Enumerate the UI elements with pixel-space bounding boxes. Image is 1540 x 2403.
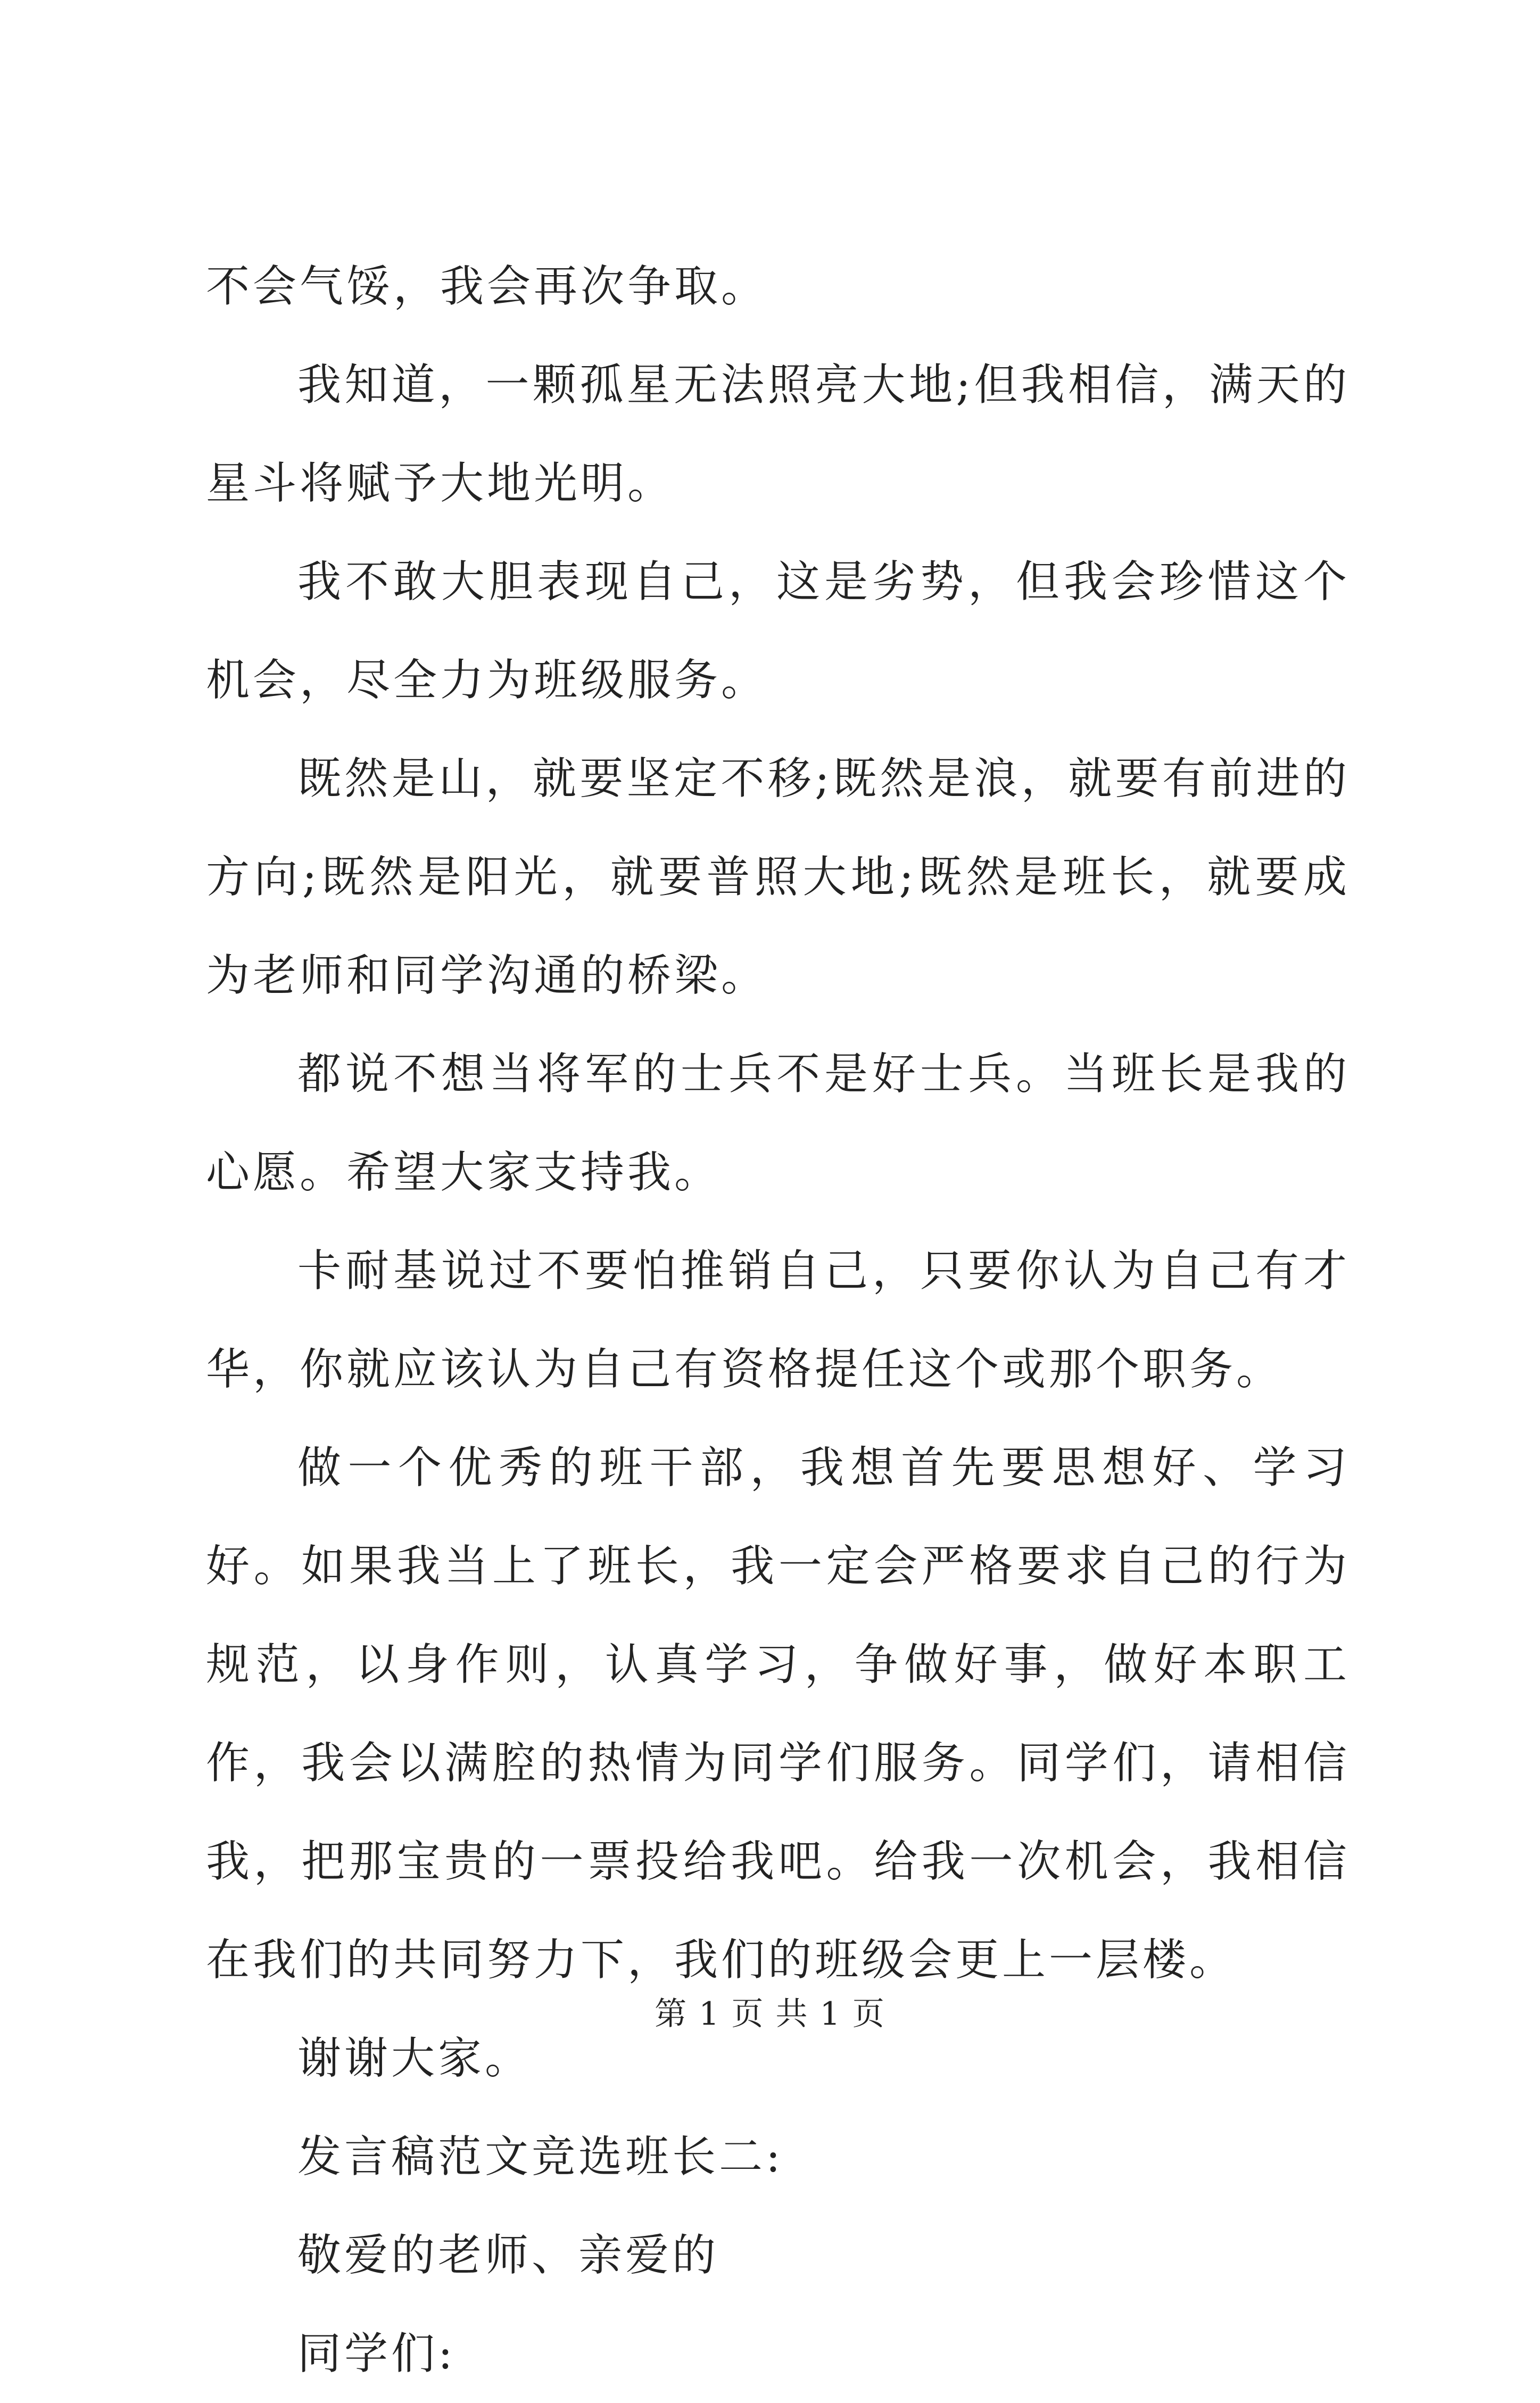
paragraph: 发言稿范文竞选班长二: (297, 2132, 784, 2182)
paragraph: 我知道，一颗孤星无法照亮大地;但我相信，满天的星斗将赋予大地光明。 (206, 360, 1350, 509)
document-body (206, 237, 1350, 2403)
paragraph: 做一个优秀的班干部，我想首先要思想好、学习好。如果我当上了班长，我一定会严格要求自己的行为规范，以身作则，认真学习，争做好事，做好本职工作，我会以满腔的热情为同学们服务。同学们，请相信我，把那宝贵的一票投给我吧。给我一次机会，我相信在我们的共同努力下，我们的班级会更上一层楼。 (206, 1443, 1350, 1985)
paragraph: 都说不想当将军的士兵不是好士兵。当班长是我的心愿。希望大家支持我。 (206, 1049, 1350, 1198)
paragraph: 谢谢大家。 (297, 2033, 532, 2084)
page-footer: 第 1 页 共 1 页 (655, 1995, 885, 2033)
paragraph: 既然是山，就要坚定不移;既然是浪，就要有前进的方向;既然是阳光，就要普照大地;既然是班长，就要成为老师和同学沟通的桥梁。 (206, 753, 1350, 1001)
paragraph: 同学们: (297, 2329, 456, 2379)
paragraph: 敬爱的老师、亲爱的 (297, 2230, 719, 2281)
paragraph: 不会气馁，我会再次争取。 (206, 261, 768, 312)
paragraph: 卡耐基说过不要怕推销自己，只要你认为自己有才华，你就应该认为自己有资格提任这个或那个职务。 (206, 1246, 1350, 1395)
paragraph: 我不敢大胆表现自己，这是劣势，但我会珍惜这个机会，尽全力为班级服务。 (206, 557, 1350, 706)
